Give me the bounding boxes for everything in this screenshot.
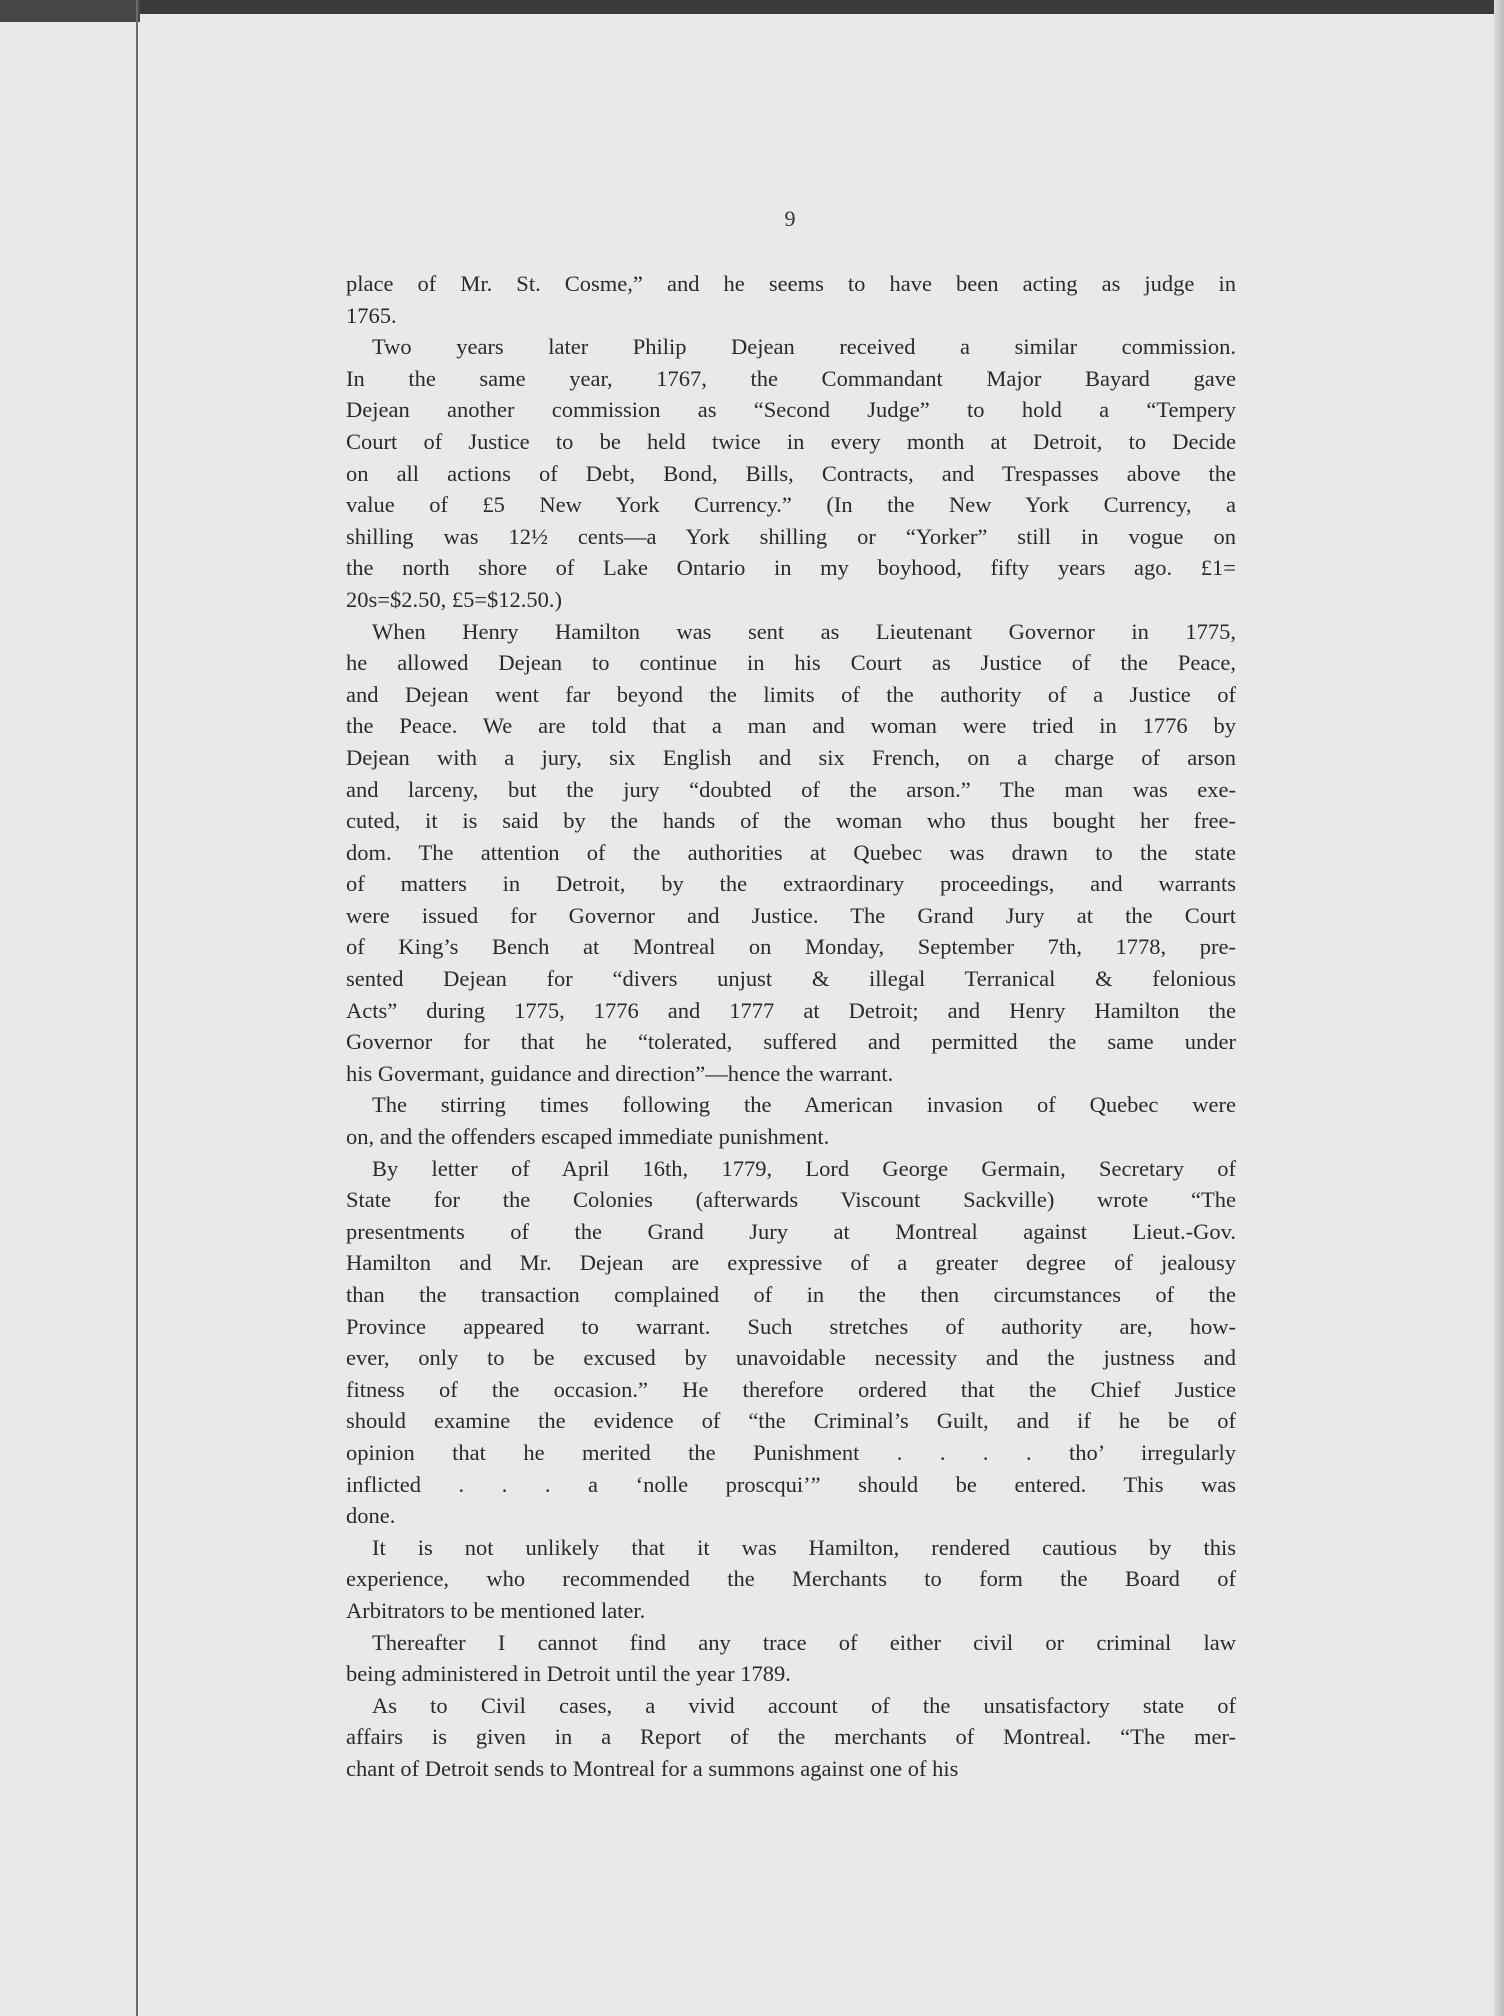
text-line: experience, who recommended the Merchants to form the Board of [346,1566,1236,1592]
text-line: Two years later Philip Dejean received a similar commission. [372,334,1236,360]
text-line: the north shore of Lake Ontario in my boyhood, fifty years ago. £1= [346,555,1236,581]
text-line: on, and the offenders escaped immediate punishment. [346,1124,830,1150]
text-line: Arbitrators to be mentioned later. [346,1597,646,1623]
text-line: 20s=$2.50, £5=$12.50.) [346,586,563,612]
text-line: ever, only to be excused by unavoidable necessity and the justness and [346,1345,1236,1371]
text-line: It is not unlikely that it was Hamilton, rendered cautious by this [372,1534,1236,1560]
paragraph [346,1690,1236,1785]
text-line: of King’s Bench at Montreal on Monday, September 7th, 1778, pre- [346,934,1236,960]
scan-top-left-edge [0,0,140,22]
text-line: and Dejean went far beyond the limits of the authority of a Justice of [346,681,1236,707]
text-line: place of Mr. St. Cosme,” and he seems to have been acting as judge in [346,271,1236,296]
paragraph [346,1153,1236,1532]
text-line: he allowed Dejean to continue in his Court as Justice of the Peace, [346,650,1236,676]
page-right-edge [1494,0,1504,2016]
text-line: were issued for Governor and Justice. The Grand Jury at the Court [346,902,1236,928]
text-line: sented Dejean for “divers unjust & illegal Terranical & felonious [346,966,1236,992]
text-line: of matters in Detroit, by the extraordinary proceedings, and warrants [346,871,1236,897]
text-line: value of £5 New York Currency.” (In the New York Currency, a [346,492,1236,518]
paragraph [346,331,1236,615]
text-line: Governor for that he “tolerated, suffered and permitted the same under [346,1029,1236,1055]
paragraph [346,1532,1236,1627]
text-line: State for the Colonies (afterwards Viscount Sackville) wrote “The [346,1187,1236,1213]
text-line: and larceny, but the jury “doubted of the arson.” The man was exe- [346,776,1236,802]
text-line: When Henry Hamilton was sent as Lieutenant Governor in 1775, [372,618,1236,644]
text-line: inflicted . . . a ‘nolle proscqui’” should be entered. This was [346,1471,1236,1497]
text-line: Acts” during 1775, 1776 and 1777 at Detroit; and Henry Hamilton the [346,997,1236,1023]
text-line: opinion that he merited the Punishment . . . . tho’ irregularly [346,1439,1236,1465]
text-line: done. [346,1503,396,1529]
paragraph [346,268,1236,331]
text-line: Province appeared to warrant. Such stretches of authority are, how- [346,1313,1236,1339]
text-line: presentments of the Grand Jury at Montreal against Lieut.-Gov. [346,1218,1236,1244]
text-line: the Peace. We are told that a man and woman were tried in 1776 by [346,713,1236,739]
paragraph [346,616,1236,1090]
paragraph [346,1089,1236,1152]
text-line: By letter of April 16th, 1779, Lord George Germain, Secretary of [372,1155,1236,1181]
text-line: dom. The attention of the authorities at Quebec was drawn to the state [346,839,1236,865]
text-line: In the same year, 1767, the Commandant Major Bayard gave [346,365,1236,391]
text-line: should examine the evidence of “the Criminal’s Guilt, and if he be of [346,1408,1236,1434]
text-line: Court of Justice to be held twice in every month at Detroit, to Decide [346,428,1236,454]
text-line: than the transaction complained of in the then circumstances of the [346,1282,1236,1307]
text-line: on all actions of Debt, Bond, Bills, Contracts, and Trespasses above the [346,460,1236,486]
body-text [346,268,1236,1785]
text-line: chant of Detroit sends to Montreal for a summons against one of his [346,1755,959,1781]
scan-top-edge [0,0,1504,14]
text-line: shilling was 12½ cents—a York shilling or “Yorker” still in vogue on [346,523,1236,549]
text-line: Dejean with a jury, six English and six French, on a charge of arson [346,744,1236,770]
text-line: As to Civil cases, a vivid account of the unsatisfactory state of [372,1692,1236,1718]
text-line: being administered in Detroit until the year 1789. [346,1661,791,1687]
text-line: Thereafter I cannot find any trace of either civil or criminal law [372,1629,1236,1655]
page-number: 9 [784,206,796,231]
paragraph [346,1627,1236,1690]
text-line: cuted, it is said by the hands of the woman who thus bought her free- [346,808,1236,834]
text-line: fitness of the occasion.” He therefore ordered that the Chief Justice [346,1376,1236,1402]
text-line: 1765. [346,302,397,328]
text-line: The stirring times following the American invasion of Quebec were [372,1092,1236,1118]
text-line: Dejean another commission as “Second Judge” to hold a “Tempery [346,397,1236,423]
text-line: Hamilton and Mr. Dejean are expressive of a greater degree of jealousy [346,1250,1236,1276]
text-line: his Govermant, guidance and direction”—hence the warrant. [346,1060,894,1086]
binding-edge-line [136,0,138,2016]
text-line: affairs is given in a Report of the merchants of Montreal. “The mer- [346,1724,1236,1750]
